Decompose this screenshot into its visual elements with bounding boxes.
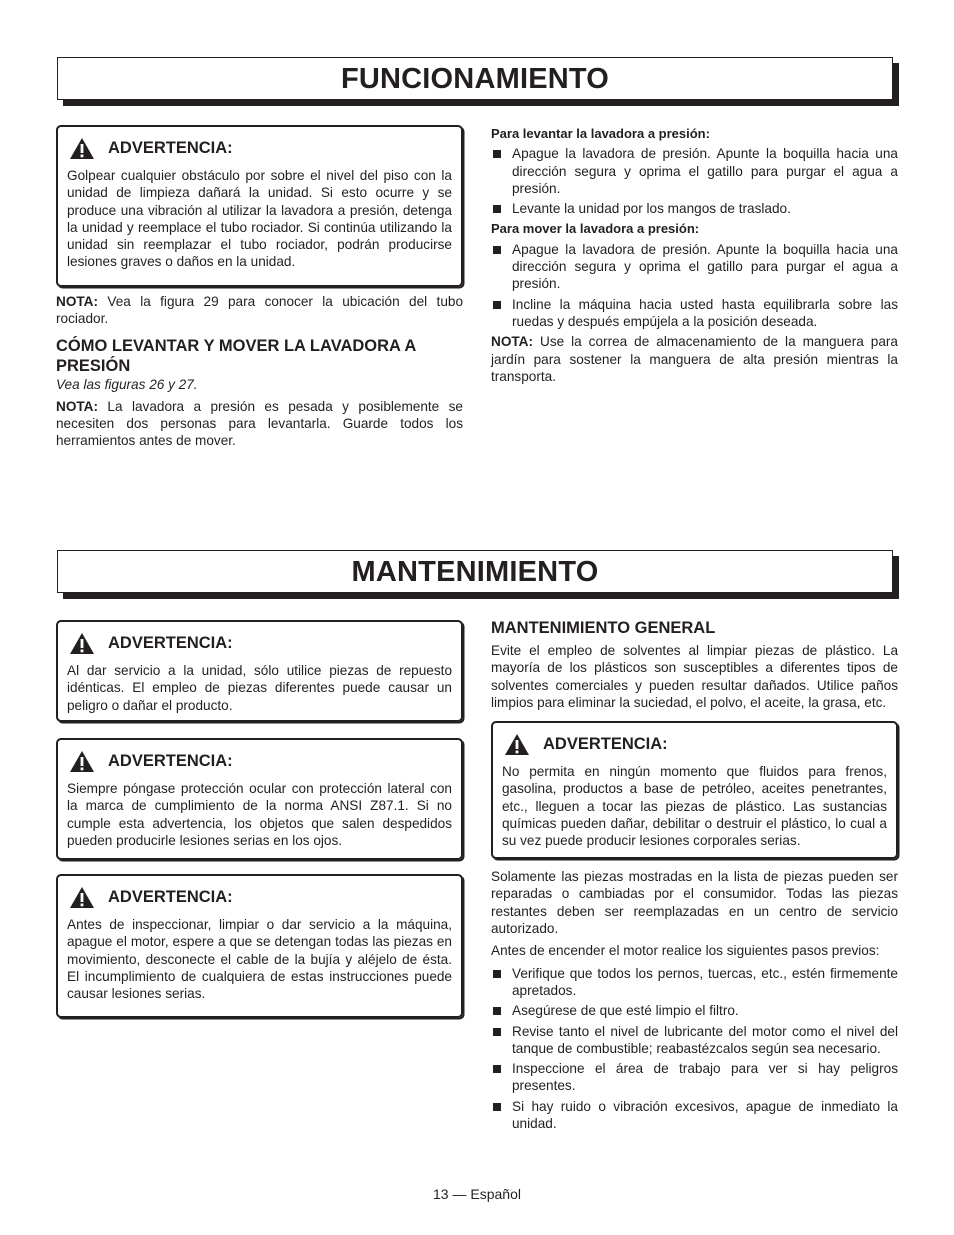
mantenimiento-right-column	[491, 618, 898, 1135]
note-figure-29: NOTA: Vea la figura 29 para conocer la ubicación del tubo rociador.	[56, 294, 463, 327]
mantenimiento-left-column	[56, 620, 463, 1018]
warning-title: ADVERTENCIA:	[543, 735, 668, 754]
list-item: Apague la lavadora de presión. Apunte la boquilla hacia una dirección segura y oprima el gatillo para purgar el agua a presión.	[491, 241, 898, 293]
warning-title: ADVERTENCIA:	[108, 138, 233, 157]
warning-box	[56, 620, 463, 722]
warning-box	[491, 721, 898, 859]
lift-steps-list	[491, 145, 898, 217]
note-hose-strap: NOTA: Use la correa de almacenamiento de la manguera para jardín para sostener la manguera de alta presión mientras la transporta.	[491, 334, 898, 384]
warning-text: No permita en ningún momento que fluidos para frenos, gasolina, productos a base de petróleo, aceites penetrantes, etc., lleguen a tocar las piezas de plástico. Las sustancias químicas pueden dañar, debilitar o destruir el plástico, lo cual a su vez puede producir lesiones corporales serias.	[502, 764, 887, 849]
section-heading-lift-move: CÓMO LEVANTAR Y MOVER LA LAVADORA A PRESIÓN	[56, 336, 416, 375]
warning-triangle-icon	[69, 886, 95, 909]
list-item: Si hay ruido o vibración excesivos, apague de inmediato la unidad.	[491, 1098, 898, 1133]
section-title: FUNCIONAMIENTO	[340, 63, 610, 95]
warning-triangle-icon	[69, 137, 95, 160]
warning-box	[56, 874, 463, 1018]
replaceable-parts-paragraph: Solamente las piezas mostradas en la lista de piezas pueden ser reparadas o cambiadas por el consumidor. Todas las piezas restantes deben ser reemplazadas en un centro de servicio autorizado.	[491, 869, 898, 937]
list-item: Incline la máquina hacia usted hasta equilibrarla sobre las ruedas y después empújela a la posición deseada.	[491, 296, 898, 331]
list-item: Inspeccione el área de trabajo para ver si hay peligros presentes.	[491, 1060, 898, 1095]
warning-text: Antes de inspeccionar, limpiar o dar servicio a la máquina, apague el motor, espere a que se detengan todas las piezas en movimiento, desconecte el cable de la bujía y aléjelo de ésta. El incumplimiento de cualquiera de estas instrucciones puede causar lesiones serias.	[67, 917, 452, 1002]
warning-text: Golpear cualquier obstáculo por sobre el nivel del piso con la unidad de limpieza dañará la unidad. Si esto ocurre y se produce una vibración al utilizar la lavadora a presión, detenga la unidad y reemplace el tubo rociador. Si continúa utilizando la unidad sin reemplazar el tubo rociador, podrán producirse lesiones graves o daños en la unidad.	[67, 168, 452, 270]
see-figures-reference: Vea las figuras 26 y 27.	[56, 376, 198, 392]
warning-box	[56, 738, 463, 860]
section-heading-general-maintenance: MANTENIMIENTO GENERAL	[491, 619, 716, 637]
section-banner-mantenimiento	[57, 550, 893, 593]
page-footer: 13 — Español	[433, 1186, 521, 1202]
list-item: Apague la lavadora de presión. Apunte la boquilla hacia una dirección segura y oprima el gatillo para purgar el agua a presión.	[491, 145, 898, 197]
section-title: MANTENIMIENTO	[351, 556, 599, 588]
warning-title: ADVERTENCIA:	[108, 887, 233, 906]
list-item: Verifique que todos los pernos, tuercas, etc., estén firmemente apretados.	[491, 965, 898, 1000]
warning-title: ADVERTENCIA:	[108, 633, 233, 652]
note-heavy: NOTA: La lavadora a presión es pesada y posiblemente se necesiten dos personas para levantarla. Guarde todos los herramientos antes de mover.	[56, 398, 463, 449]
warning-triangle-icon	[69, 632, 95, 655]
pre-start-checklist	[491, 965, 898, 1133]
move-steps-list	[491, 241, 898, 330]
warning-title: ADVERTENCIA:	[108, 751, 233, 770]
subheading-lift: Para levantar la lavadora a presión:	[491, 126, 710, 141]
warning-triangle-icon	[504, 733, 530, 756]
list-item: Levante la unidad por los mangos de traslado.	[491, 200, 898, 217]
warning-triangle-icon	[69, 750, 95, 773]
funcionamiento-right-column	[491, 125, 898, 390]
pre-start-paragraph: Antes de encender el motor realice los siguientes pasos previos:	[491, 943, 880, 959]
list-item: Asegúrese de que esté limpio el filtro.	[491, 1002, 898, 1019]
warning-text: Al dar servicio a la unidad, sólo utilice piezas de repuesto idénticas. El empleo de piezas diferentes puede causar un peligro o dañar el producto.	[67, 663, 452, 713]
warning-text: Siempre póngase protección ocular con protección lateral con la marca de cumplimiento de la norma ANSI Z87.1. Si no cumple esta advertencia, los objetos que salen despedidos pueden producirle lesiones serias en los ojos.	[67, 781, 452, 848]
section-banner-funcionamiento	[57, 57, 893, 100]
subheading-move: Para mover la lavadora a presión:	[491, 221, 700, 237]
list-item: Revise tanto el nivel de lubricante del motor como el nivel del tanque de combustible; reabastézcalos según sea necesario.	[491, 1023, 898, 1058]
funcionamiento-left-column	[56, 125, 463, 455]
general-intro-paragraph: Evite el empleo de solventes al limpiar piezas de plástico. La mayoría de los plásticos son susceptibles a diferentes tipos de solventes comerciales y pueden resultar dañados. Utilice paños limpios para eliminar la suciedad, el polvo, el aceite, la grasa, etc.	[491, 643, 898, 710]
warning-box	[56, 125, 463, 287]
